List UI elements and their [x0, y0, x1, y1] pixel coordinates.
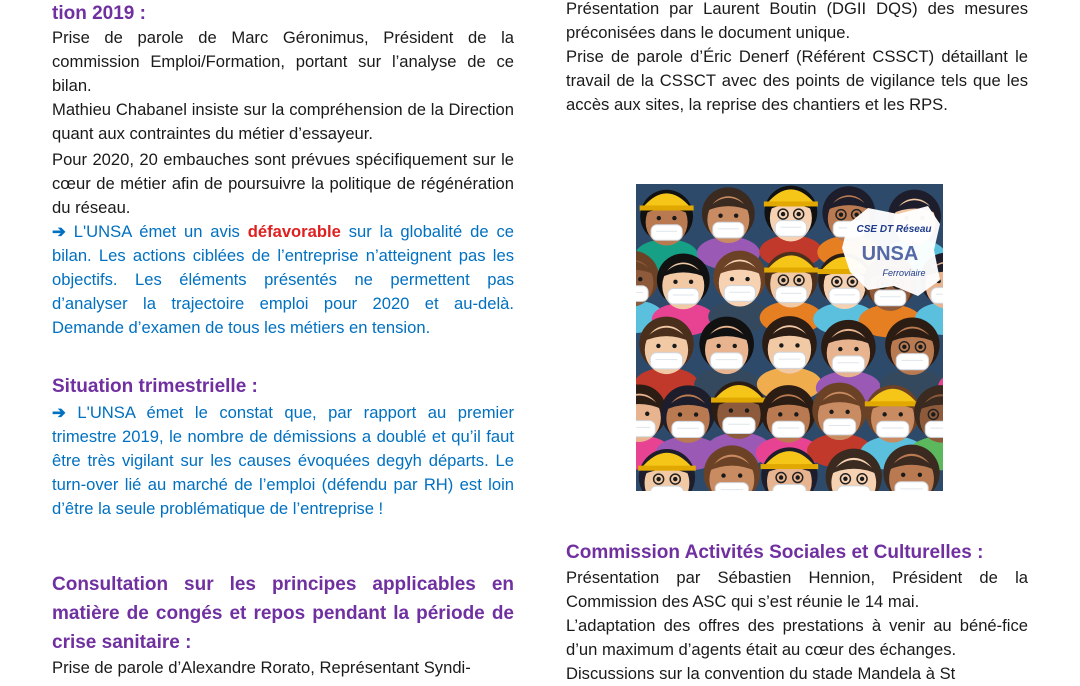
- paragraph-geronimus: Prise de parole de Marc Géronimus, Président de la commission Emploi/Formation, portant sur l’analyse de ce bilan.: [52, 28, 514, 95]
- paragraph-mandela: Discussions sur la convention du stade Mandela à St: [566, 664, 956, 683]
- section-heading-situation: Situation trimestrielle :: [52, 376, 258, 397]
- masked-crowd-illustration: [636, 184, 943, 491]
- paragraph-boutin: Présentation par Laurent Boutin (DGII DQS) des mesures préconisées dans le document unique.: [566, 0, 1028, 42]
- defavorable-highlight: défavorable: [247, 222, 341, 241]
- paragraph-hennion: Présentation par Sébastien Hennion, Président de la Commission des ASC qui s’est réunie le 14 mai.: [566, 568, 1028, 611]
- unsa-statement-demissions-text: L'UNSA émet le constat que, par rapport au premier trimestre 2019, le nombre de démissions a doublé et qu’il faut être très vigilant sur les causes évoquées degyh départs. Le turn-over lié au marché de l’emploi (défendu par RH) est loin d’être la seule problématique de l’entreprise !: [52, 403, 514, 518]
- unsa-statement-bilan-part2: sur la globalité de ce bilan. Les actions ciblées de l’entreprise n’atteignent pas les objectifs. Les éléments présentés ne permettent pas d’analyser la trajectoire emploi pour 2020 et au-delà. Demande d’examen de tous les métiers en tension.: [52, 222, 514, 337]
- paragraph-chabanel: Mathieu Chabanel insiste sur la compréhension de la Direction quant aux contraintes du métier d’essayeur.: [52, 100, 514, 143]
- arrow-icon: ➔: [52, 403, 66, 422]
- paragraph-denerf: Prise de parole d’Éric Denerf (Référent CSSCT) détaillant le travail de la CSSCT avec des points de vigilance tels que les accès aux sites, la reprise des chantiers et les RPS.: [566, 47, 1028, 114]
- badge-title: CSE DT Réseau: [856, 224, 932, 235]
- crowd-svg: [636, 184, 943, 491]
- section-heading-emploi: tion 2019 :: [52, 3, 146, 24]
- section-heading-consultation: Consultation sur les principes applicables en matière de congés et repos pendant la période de crise sanitaire :: [52, 574, 514, 653]
- badge-unsa-logo: UNSA: [861, 243, 919, 265]
- section-heading-asc: Commission Activités Sociales et Culturelles :: [566, 542, 984, 563]
- badge-subtitle: Ferroviaire: [882, 268, 926, 278]
- unsa-statement-demissions: [52, 401, 514, 521]
- unsa-statement-bilan-part1: L'UNSA émet un avis: [73, 222, 240, 241]
- arrow-icon: ➔: [52, 222, 66, 241]
- paragraph-rorato: Prise de parole d’Alexandre Rorato, Représentant Syndi-: [52, 658, 471, 677]
- unsa-statement-bilan: [52, 220, 514, 340]
- paragraph-adaptation: L’adaptation des offres des prestations à venir au béné-fice d’un maximum d’agents était au cœur des échanges.: [566, 616, 1028, 659]
- paragraph-embauches: Pour 2020, 20 embauches sont prévues spécifiquement sur le cœur de métier afin de poursuivre la politique de régénération du réseau.: [52, 150, 514, 217]
